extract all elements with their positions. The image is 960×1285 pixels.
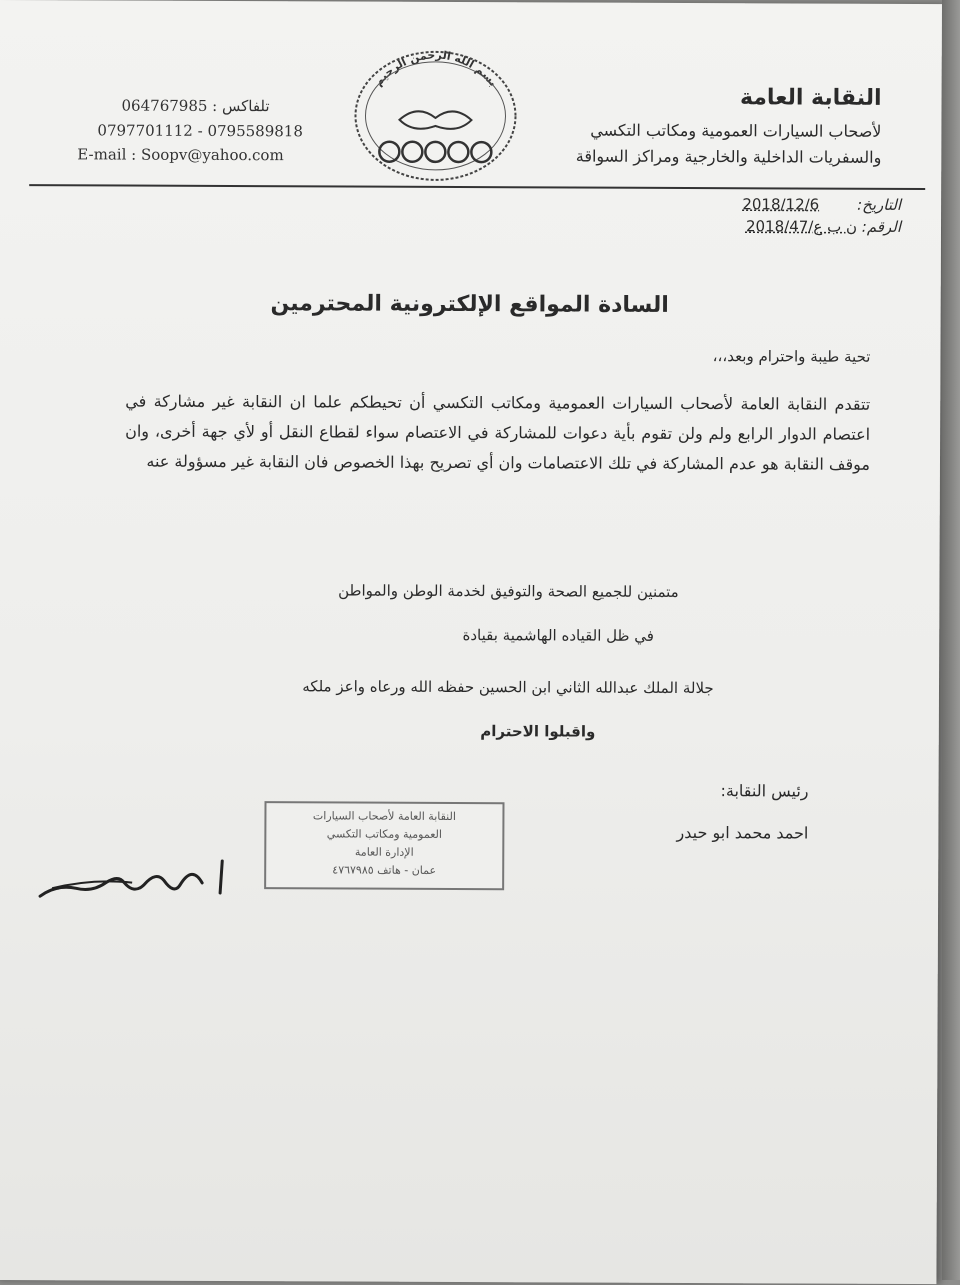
letter-body: تتقدم النقابة العامة لأصحاب السيارات العمومية ومكاتب التكسي أن تحيطكم علما ان النقابة غير مشاركة في اعتصام الدوار الرابع ولم ولن تقوم بأية دعوات للمشاركة في الاعتصام سواء لقطاع النقل أو لأي جهة أخرى، وان موقف النقابة هو عدم المشاركة في تلك الاعتصامات وان أي تصريح بهذا الخصوص فان النقابة غير مسؤولة عنه <box>125 391 871 474</box>
background-surface <box>942 0 960 1280</box>
phone-numbers: 0797701112 - 0795589818 <box>97 121 303 141</box>
leadership-line: في ظل القياده الهاشمية بقيادة <box>462 626 654 645</box>
signatory-title: رئيس النقابة: <box>720 781 809 801</box>
reference-value: ن ب ع/2018/47 <box>745 217 858 236</box>
closing-line: واقبلوا الاحترام <box>480 722 596 741</box>
org-subtitle-line2: والسفريات الداخلية والخارجية ومراكز السواقة <box>575 146 882 167</box>
email-address: E-mail : Soopv@yahoo.com <box>77 145 284 165</box>
date-value: 2018/12/6 <box>742 195 820 214</box>
stamp-line-1: النقابة العامة لأصحاب السيارات <box>312 809 456 823</box>
letter-addressee: السادة المواقع الإلكترونية المحترمين <box>270 291 669 318</box>
union-seal-logo <box>337 15 534 184</box>
org-subtitle-line1: لأصحاب السيارات العمومية ومكاتب التكسي <box>590 120 882 141</box>
svg-text:بسم الله الرحمن الرحيم: بسم الله الرحمن الرحيم <box>371 48 500 89</box>
stamp-line-2: العمومية ومكاتب التكسي <box>326 827 442 841</box>
handwritten-signature <box>32 852 232 903</box>
reference-label: الرقم: <box>861 217 902 236</box>
date-row <box>742 195 901 214</box>
king-line: جلالة الملك عبدالله الثاني ابن الحسين حفظه الله ورعاه واعز ملكه <box>302 677 714 698</box>
signatory-name: احمد محمد ابو حيدر <box>676 822 809 843</box>
date-label: التاريخ: <box>857 195 902 214</box>
fax-number: 064767985 : تلفاكس <box>121 96 270 116</box>
wish-line: متمنين للجميع الصحة والتوفيق لخدمة الوطن والمواطن <box>338 581 679 601</box>
org-title: النقابة العامة <box>739 85 882 111</box>
letter-greeting: تحية طيبة واحترام وبعد،،، <box>712 347 871 366</box>
header-divider <box>29 184 925 190</box>
reference-row <box>746 217 901 236</box>
official-stamp <box>264 801 504 890</box>
stamp-line-4: عمان - هاتف ٤٧٦٧٩٨٥ <box>332 863 437 877</box>
stamp-line-3: الإدارة العامة <box>354 845 414 859</box>
